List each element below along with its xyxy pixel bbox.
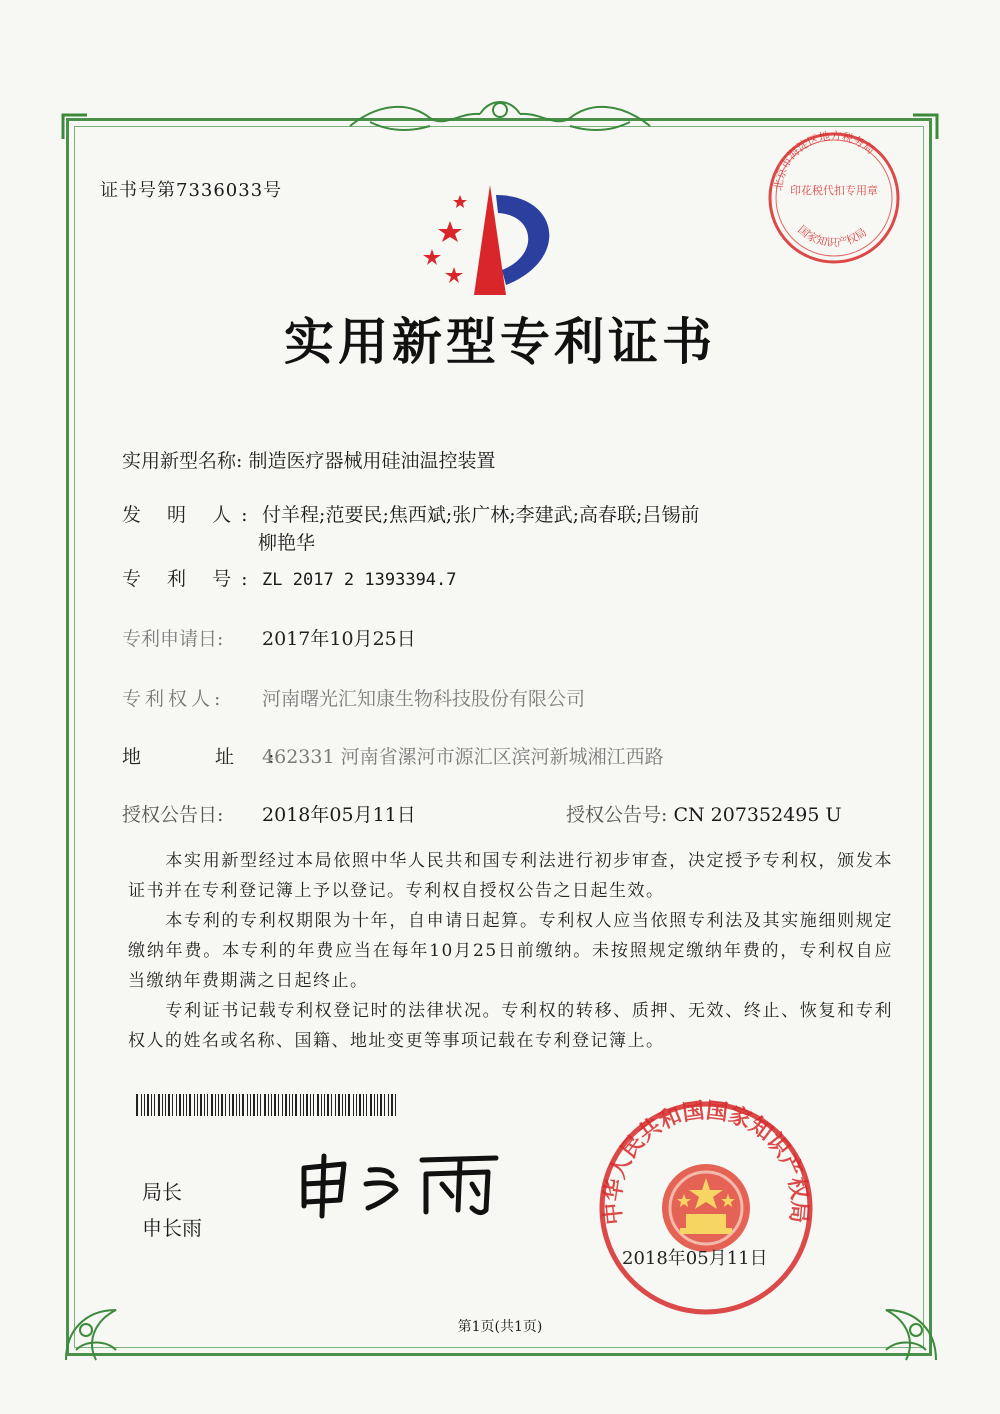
patent-number-label: 专 利 号: xyxy=(122,568,258,590)
body-paragraph-2: 本专利的专利权期限为十年，自申请日起算。专利权人应当依照专利法及其实施细则规定缴纳年费。本专利的年费应当在每年10月25日前缴纳。未按照规定缴纳年费的，专利权自应当缴纳年费期满之日起终止。 xyxy=(128,911,893,991)
corner-ornament-top-left xyxy=(60,112,90,142)
top-ornament xyxy=(340,92,660,136)
utility-model-name-row xyxy=(122,446,495,473)
grant-date-row xyxy=(122,800,416,827)
patentee-value: 河南曙光汇知康生物科技股份有限公司 xyxy=(262,688,586,710)
stamp-duty-seal-bottom: 国家知识产权局 xyxy=(795,223,870,250)
utility-model-name-value: 制造医疗器械用硅油温控装置 xyxy=(248,450,496,472)
body-paragraph-1: 本实用新型经过本局依照中华人民共和国专利法进行初步审查，决定授予专利权，颁发本证书并在专利登记簿上予以登记。专利权自授权公告之日起生效。 xyxy=(128,851,893,901)
body-paragraph-3: 专利证书记载专利权登记时的法律状况。专利权的转移、质押、无效、终止、恢复和专利权人的姓名或名称、国籍、地址变更等事项记载在专利登记簿上。 xyxy=(128,1001,893,1051)
grant-date-label: 授权公告日: xyxy=(122,804,224,826)
filing-date-value: 2017年10月25日 xyxy=(262,628,416,650)
director-name: 申长雨 xyxy=(142,1216,202,1240)
seal-date: 2018年05月11日 xyxy=(622,1248,768,1269)
inventor-row-2 xyxy=(258,528,315,555)
inventor-row xyxy=(122,500,699,527)
patent-number-row xyxy=(122,564,457,591)
barcode xyxy=(136,1094,400,1116)
grant-number-value: CN 207352495 U xyxy=(673,804,842,826)
official-seal xyxy=(596,1098,816,1318)
director-title: 局长 xyxy=(142,1180,182,1204)
cnipa-logo-icon xyxy=(410,175,580,305)
address-label: 地 址: xyxy=(122,746,309,768)
svg-text:北京市海淀区地方税务局 xyxy=(772,129,877,192)
grant-number-label: 授权公告号: xyxy=(566,804,668,826)
inventor-value: 付羊程;范要民;焦西斌;张广林;李建武;高春联;吕锡前 xyxy=(262,504,700,526)
official-seal-text: 中华人民共和国国家知识产权局 xyxy=(600,1098,812,1226)
address-value: 462331 河南省漯河市源汇区滨河新城湘江西路 xyxy=(262,746,664,768)
patentee-row xyxy=(122,684,585,711)
filing-date-row xyxy=(122,624,416,651)
filing-date-label: 专利申请日: xyxy=(122,628,224,650)
director-signature xyxy=(292,1150,512,1220)
address-row xyxy=(122,742,664,769)
corner-ornament-top-right xyxy=(910,112,940,142)
stamp-duty-seal xyxy=(764,128,904,268)
stamp-duty-seal-text: 北京市海淀区地方税务局 xyxy=(771,129,877,192)
certificate-title: 实用新型专利证书 xyxy=(284,313,716,371)
certificate-number: 证书号第7336033号 xyxy=(100,180,283,201)
grant-date-value: 2018年05月11日 xyxy=(262,804,416,826)
certificate-body xyxy=(128,846,893,1056)
grant-number-row xyxy=(566,800,842,827)
patent-number-value: ZL 2017 2 1393394.7 xyxy=(262,570,457,590)
inventor-label: 发 明 人: xyxy=(122,504,258,526)
inventor-value-2: 柳艳华 xyxy=(258,532,316,554)
stamp-duty-seal-center: 印花税代扣专用章 xyxy=(790,184,878,197)
national-emblem-icon xyxy=(662,1164,750,1252)
svg-text:国家知识产权局 xyxy=(795,223,869,249)
page-number: 第1页(共1页) xyxy=(457,1319,543,1335)
patentee-label: 专利权人: xyxy=(122,688,225,710)
utility-model-name-label: 实用新型名称: xyxy=(122,450,243,472)
